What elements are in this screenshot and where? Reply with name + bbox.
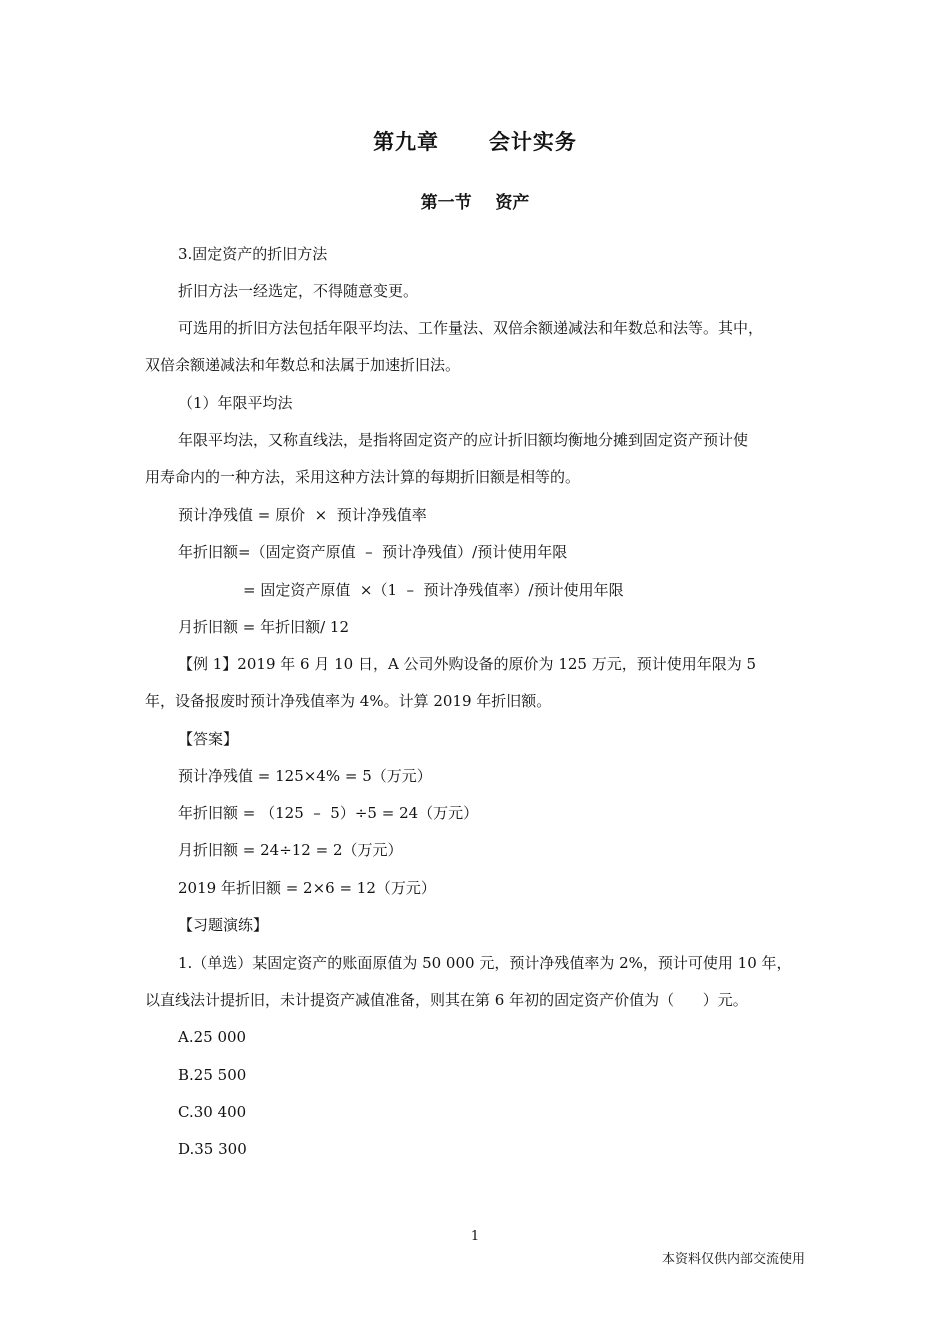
option-a: A.25 000 (178, 1028, 247, 1046)
paragraph-line: 年限平均法，又称直线法，是指将固定资产的应计折旧额均衡地分摊到固定资产预计使 (178, 431, 749, 449)
formula-line: 年折旧额=（固定资产原值 – 预计净残值）/预计使用年限 (178, 543, 568, 561)
paragraph-line: 可选用的折旧方法包括年限平均法、工作量法、双倍余额递减法和年数总和法等。其中， (178, 319, 764, 337)
section-title: 第一节 资产 (420, 193, 530, 213)
option-c: C.30 400 (178, 1103, 247, 1121)
paragraph-line: 双倍余额递减法和年数总和法属于加速折旧法。 (145, 356, 461, 374)
option-d: D.35 300 (178, 1140, 247, 1158)
answer-line: 月折旧额 = 24÷12 = 2（万元） (178, 841, 403, 859)
answer-line: 预计净残值 = 125×4% = 5（万元） (178, 767, 432, 785)
formula-line: = 固定资产原值 ×（1 – 预计净残值率）/预计使用年限 (243, 581, 624, 599)
footer-note: 本资料仅供内部交流使用 (661, 1252, 805, 1267)
paragraph-line: 用寿命内的一种方法，采用这种方法计算的每期折旧额是相等的。 (145, 468, 581, 486)
chapter-title: 第九章 会计实务 (373, 130, 577, 154)
formula-line: 月折旧额 = 年折旧额/ 12 (178, 618, 350, 636)
question-line: 以直线法计提折旧，未计提资产减值准备，则其在第 6 年初的固定资产价值为（ ）元。 (145, 991, 748, 1009)
question-line: 1.（单选）某固定资产的账面原值为 50 000 元，预计净残值率为 2%，预计可使用 10 年， (178, 954, 792, 972)
answer-line: 年折旧额 = （125 – 5）÷5 = 24（万元） (178, 804, 479, 822)
option-b: B.25 500 (178, 1066, 247, 1084)
method-heading: （1）年限平均法 (178, 394, 293, 412)
exercise-heading: 【习题演练】 (178, 916, 269, 934)
subsection-heading: 3.固定资产的折旧方法 (178, 245, 328, 263)
page-number: 1 (470, 1229, 480, 1244)
answer-heading: 【答案】 (178, 730, 239, 748)
example-line: 【例 1】2019 年 6 月 10 日，A 公司外购设备的原价为 125 万元，预计使用年限为 5 (178, 655, 757, 673)
example-line: 年，设备报废时预计净残值率为 4%。计算 2019 年折旧额。 (145, 692, 552, 710)
paragraph-line: 折旧方法一经选定，不得随意变更。 (178, 282, 419, 300)
answer-line: 2019 年折旧额 = 2×6 = 12（万元） (178, 879, 436, 897)
formula-line: 预计净残值 = 原价 × 预计净残值率 (178, 506, 427, 524)
